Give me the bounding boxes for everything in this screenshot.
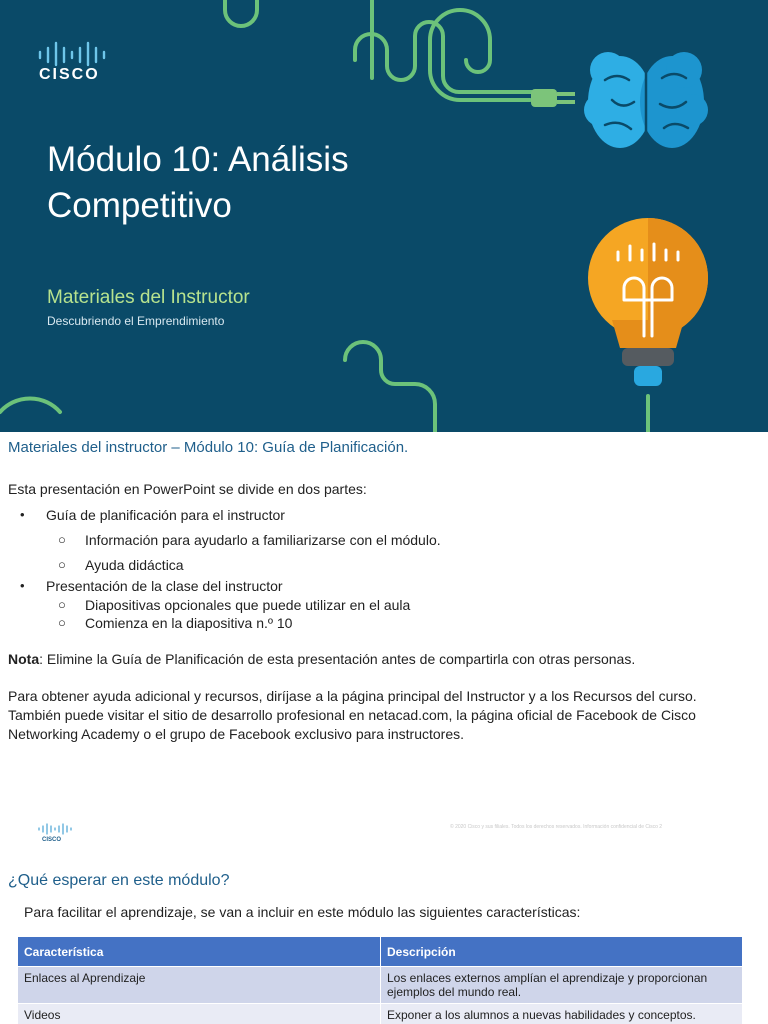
table-row xyxy=(18,1004,743,1024)
module-expectations-slide xyxy=(0,844,768,1024)
cover-course-name: Descubriendo el Emprendimiento xyxy=(47,314,225,328)
circle-bullet-icon: ○ xyxy=(58,597,66,612)
planning-guide-slide xyxy=(0,432,768,844)
note-body: : Elimine la Guía de Planificación de esta presentación antes de compartirla con otras personas. xyxy=(39,651,636,667)
footer-copyright: © 2020 Cisco y sus filiales. Todos los derechos reservados. Información confidencial de Cisco 2 xyxy=(450,824,663,830)
circuit-line xyxy=(225,0,257,26)
cover-slide xyxy=(0,0,768,432)
slide-title: ¿Qué esperar en este módulo? xyxy=(8,872,230,889)
cisco-logo-text: CISCO xyxy=(39,66,100,83)
plug-icon xyxy=(531,89,575,107)
list-item: Ayuda didáctica xyxy=(85,557,184,573)
footer-logo-text: CISCO xyxy=(42,837,62,842)
table-cell: Enlaces al Aprendizaje xyxy=(18,967,381,1004)
column-header: Descripción xyxy=(381,937,743,967)
circle-bullet-icon: ○ xyxy=(58,615,66,630)
note-label: Nota xyxy=(8,651,40,667)
cover-title: Módulo 10: Análisis Competitivo xyxy=(47,140,349,225)
help-paragraph: Para obtener ayuda adicional y recursos, diríjase a la página principal del Instructor y a los Recursos del curso. También puede visitar el sitio de desarrollo profesional en netacad.com, la página oficial de Facebook de Cisco Networking Academy o el grupo de Facebook exclusivo para instructores. xyxy=(8,688,697,742)
brain-icon xyxy=(584,52,708,150)
table-cell: Videos xyxy=(18,1004,381,1024)
list-item: Presentación de la clase del instructor xyxy=(46,578,283,594)
list-item: Guía de planificación para el instructor xyxy=(46,507,285,523)
bullet-icon: • xyxy=(20,578,25,593)
lightbulb-icon xyxy=(588,218,708,386)
list-item: Comienza en la diapositiva n.º 10 xyxy=(85,615,293,631)
table-cell: Exponer a los alumnos a nuevas habilidades y conceptos. xyxy=(381,1004,743,1024)
note-text xyxy=(8,651,635,667)
table-cell: Los enlaces externos amplían el aprendizaje y proporcionan ejemplos del mundo real. xyxy=(381,967,743,1004)
footer-cisco-logo-icon xyxy=(38,822,72,842)
table-header-row xyxy=(18,937,743,967)
list-item: Información para ayudarlo a familiarizarse con el módulo. xyxy=(85,532,441,548)
table-row xyxy=(18,967,743,1004)
circuit-line xyxy=(355,0,549,92)
intro-text: Para facilitar el aprendizaje, se van a incluir en este módulo las siguientes características: xyxy=(24,904,581,920)
column-header: Característica xyxy=(18,937,381,967)
circuit-line xyxy=(0,398,60,412)
slide-title: Materiales del instructor – Módulo 10: Guía de Planificación. xyxy=(8,439,409,456)
features-table xyxy=(17,936,743,1024)
cover-subtitle: Materiales del Instructor xyxy=(47,287,250,308)
bullet-icon: • xyxy=(20,507,25,522)
list-item: Diapositivas opcionales que puede utilizar en el aula xyxy=(85,597,411,613)
circle-bullet-icon: ○ xyxy=(58,532,66,547)
circle-bullet-icon: ○ xyxy=(58,557,66,572)
intro-text: Esta presentación en PowerPoint se divide en dos partes: xyxy=(8,481,367,497)
circuit-line xyxy=(345,342,435,432)
